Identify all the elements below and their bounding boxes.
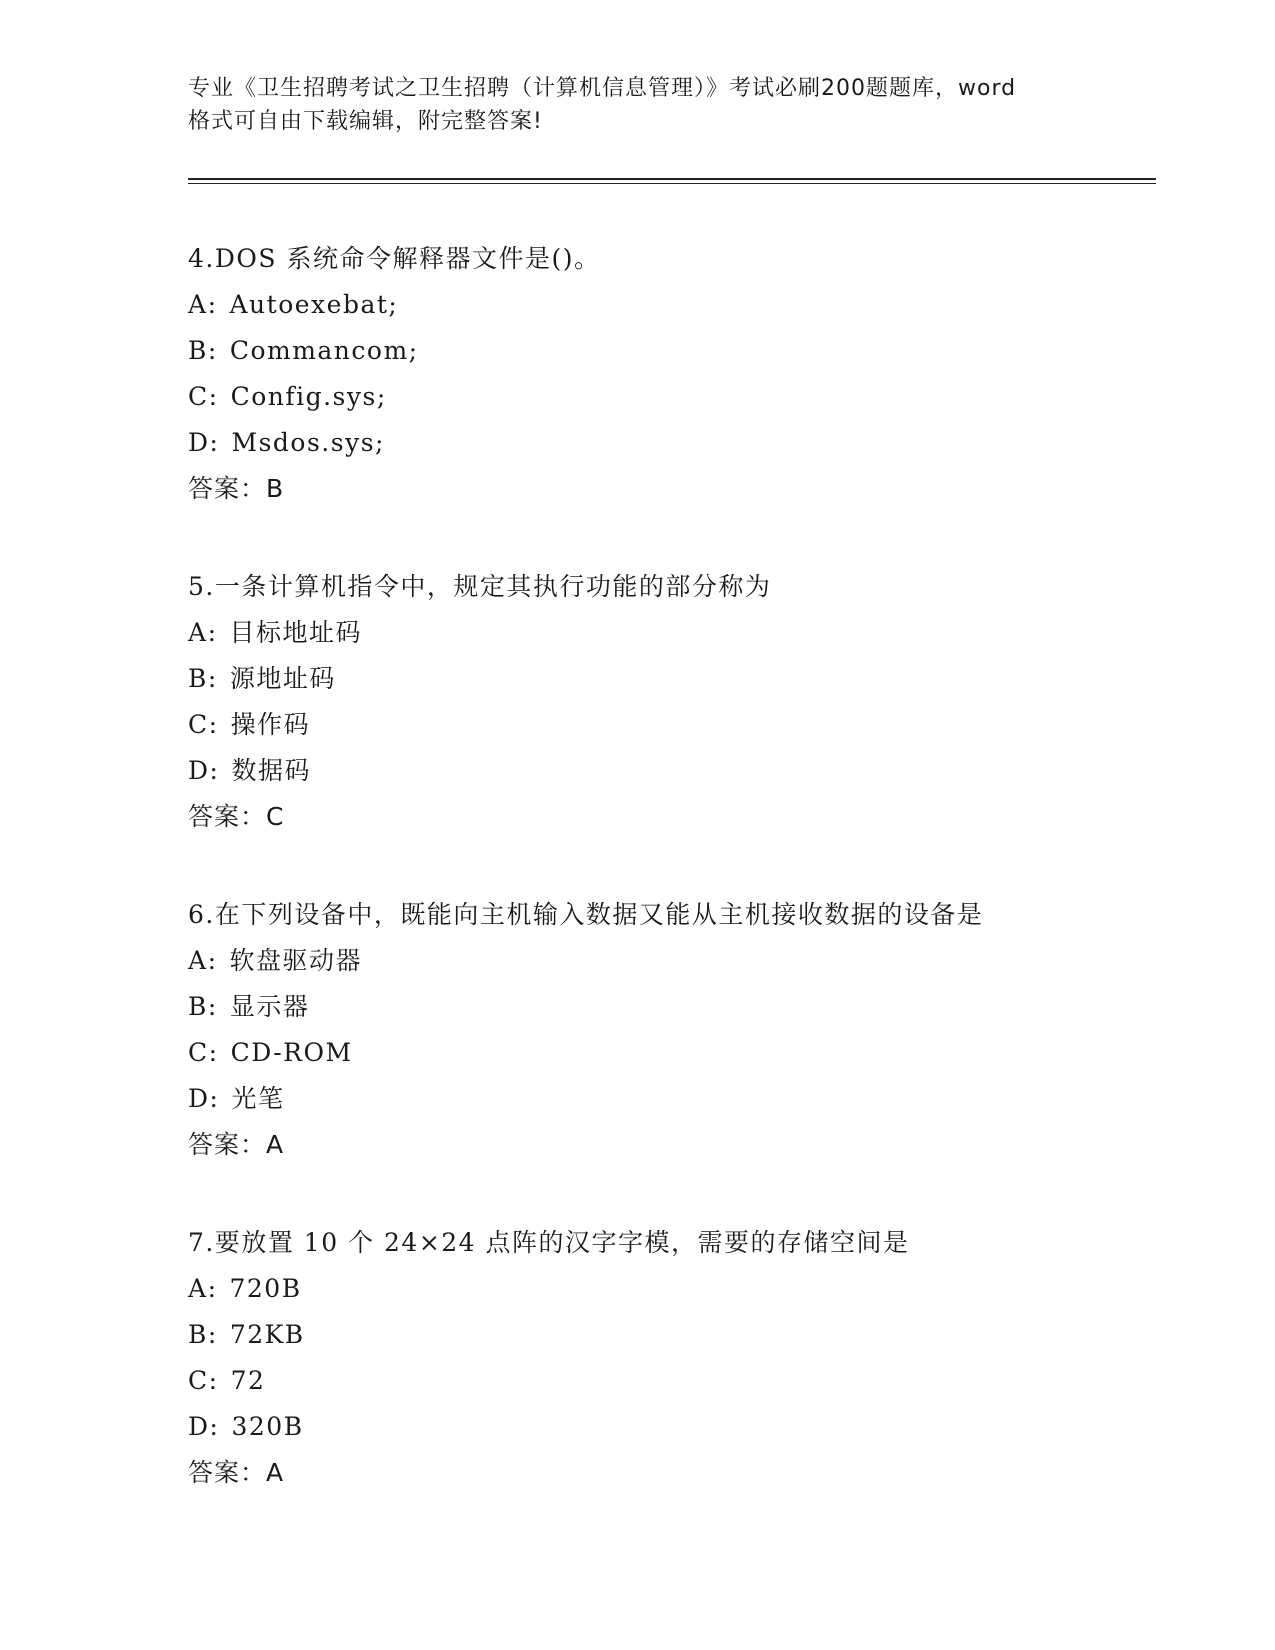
question-6	[188, 892, 1188, 1168]
header-line-1: 专业《卫生招聘考试之卫生招聘（计算机信息管理）》考试必刷200题题库，word	[188, 76, 1017, 101]
answer-line: 答案：A	[188, 1458, 285, 1487]
option-text: 目标地址码	[229, 618, 363, 647]
option-text: 72KB	[229, 1320, 305, 1349]
option-text: 操作码	[230, 710, 311, 739]
option-text: 光笔	[231, 1084, 285, 1113]
option-text: Autoexebat;	[229, 290, 399, 319]
option-b: B: Commancom;	[188, 336, 419, 365]
header-line-2: 格式可自由下载编辑，附完整答案!	[188, 109, 543, 134]
header-divider	[188, 178, 1156, 180]
option-text: 72	[230, 1366, 266, 1395]
question-5	[188, 564, 1188, 840]
option-text: 320B	[231, 1412, 304, 1441]
option-c: C: CD-ROM	[188, 1038, 353, 1067]
option-d: D: 光笔	[188, 1084, 285, 1113]
question-4	[188, 236, 1188, 512]
option-a: A: 目标地址码	[188, 618, 363, 647]
option-a: A: Autoexebat;	[188, 290, 399, 319]
option-text: Config.sys;	[230, 382, 387, 411]
question-title: 5.一条计算机指令中，规定其执行功能的部分称为	[188, 572, 772, 601]
answer-line: 答案：A	[188, 1130, 285, 1159]
option-b: B: 72KB	[188, 1320, 305, 1349]
question-title: 7.要放置 10 个 24×24 点阵的汉字字模，需要的存储空间是	[188, 1228, 910, 1257]
question-list	[188, 236, 1188, 1548]
option-b: B: 显示器	[188, 992, 310, 1021]
document-header	[188, 72, 1088, 138]
question-title: 6.在下列设备中，既能向主机输入数据又能从主机接收数据的设备是	[188, 900, 984, 929]
option-text: 显示器	[229, 992, 310, 1021]
option-text: 720B	[229, 1274, 302, 1303]
header-divider-thin	[188, 183, 1156, 184]
option-c: C: 72	[188, 1366, 266, 1395]
option-d: D: 数据码	[188, 756, 311, 785]
question-title: 4.DOS 系统命令解释器文件是()。	[188, 244, 601, 273]
option-text: CD-ROM	[230, 1038, 353, 1067]
option-text: Msdos.sys;	[231, 428, 385, 457]
option-d: D: Msdos.sys;	[188, 428, 385, 457]
option-a: A: 软盘驱动器	[188, 946, 363, 975]
option-text: 数据码	[231, 756, 311, 785]
option-text: Commancom;	[229, 336, 419, 365]
option-text: 软盘驱动器	[229, 946, 363, 975]
answer-line: 答案：C	[188, 802, 285, 831]
question-7	[188, 1220, 1188, 1496]
option-c: C: 操作码	[188, 710, 311, 739]
answer-line: 答案：B	[188, 474, 285, 503]
option-text: 源地址码	[229, 664, 336, 693]
option-b: B: 源地址码	[188, 664, 336, 693]
option-a: A: 720B	[188, 1274, 302, 1303]
option-d: D: 320B	[188, 1412, 304, 1441]
option-c: C: Config.sys;	[188, 382, 387, 411]
